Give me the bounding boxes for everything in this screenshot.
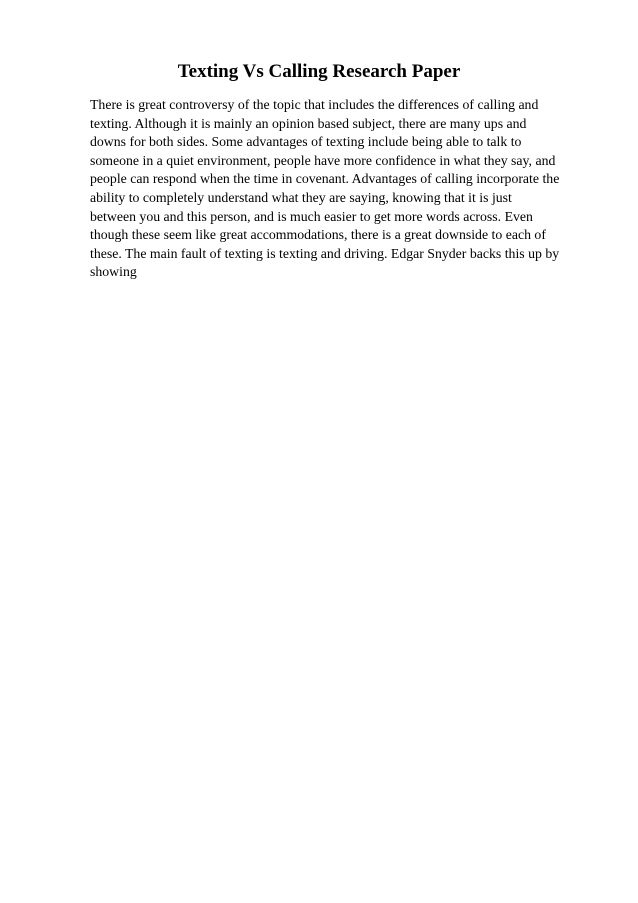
body-line: someone in a quiet environment, people have more confidence in what they say, and	[90, 152, 556, 168]
body-line: There is great controversy of the topic that includes the differences of calling and	[90, 97, 539, 112]
body-line: downs for both sides. Some advantages of texting include being able to talk to	[90, 134, 522, 150]
body-line: though these seem like great accommodations, there is a great downside to each of	[90, 227, 546, 243]
body-line: between you and this person, and is much easier to get more words across. Even	[90, 208, 533, 224]
document-title: Texting Vs Calling Research Paper	[177, 61, 461, 82]
body-line: showing	[90, 264, 137, 280]
body-line: these. The main fault of texting is texting and driving. Edgar Snyder backs this up by	[90, 245, 560, 261]
body-line: ability to completely understand what they are saying, knowing that it is just	[90, 189, 512, 205]
body-line: people can respond when the time in covenant. Advantages of calling incorporate the	[90, 171, 560, 187]
body-line: texting. Although it is mainly an opinion based subject, there are many ups and	[90, 115, 527, 131]
document-body	[90, 96, 590, 282]
